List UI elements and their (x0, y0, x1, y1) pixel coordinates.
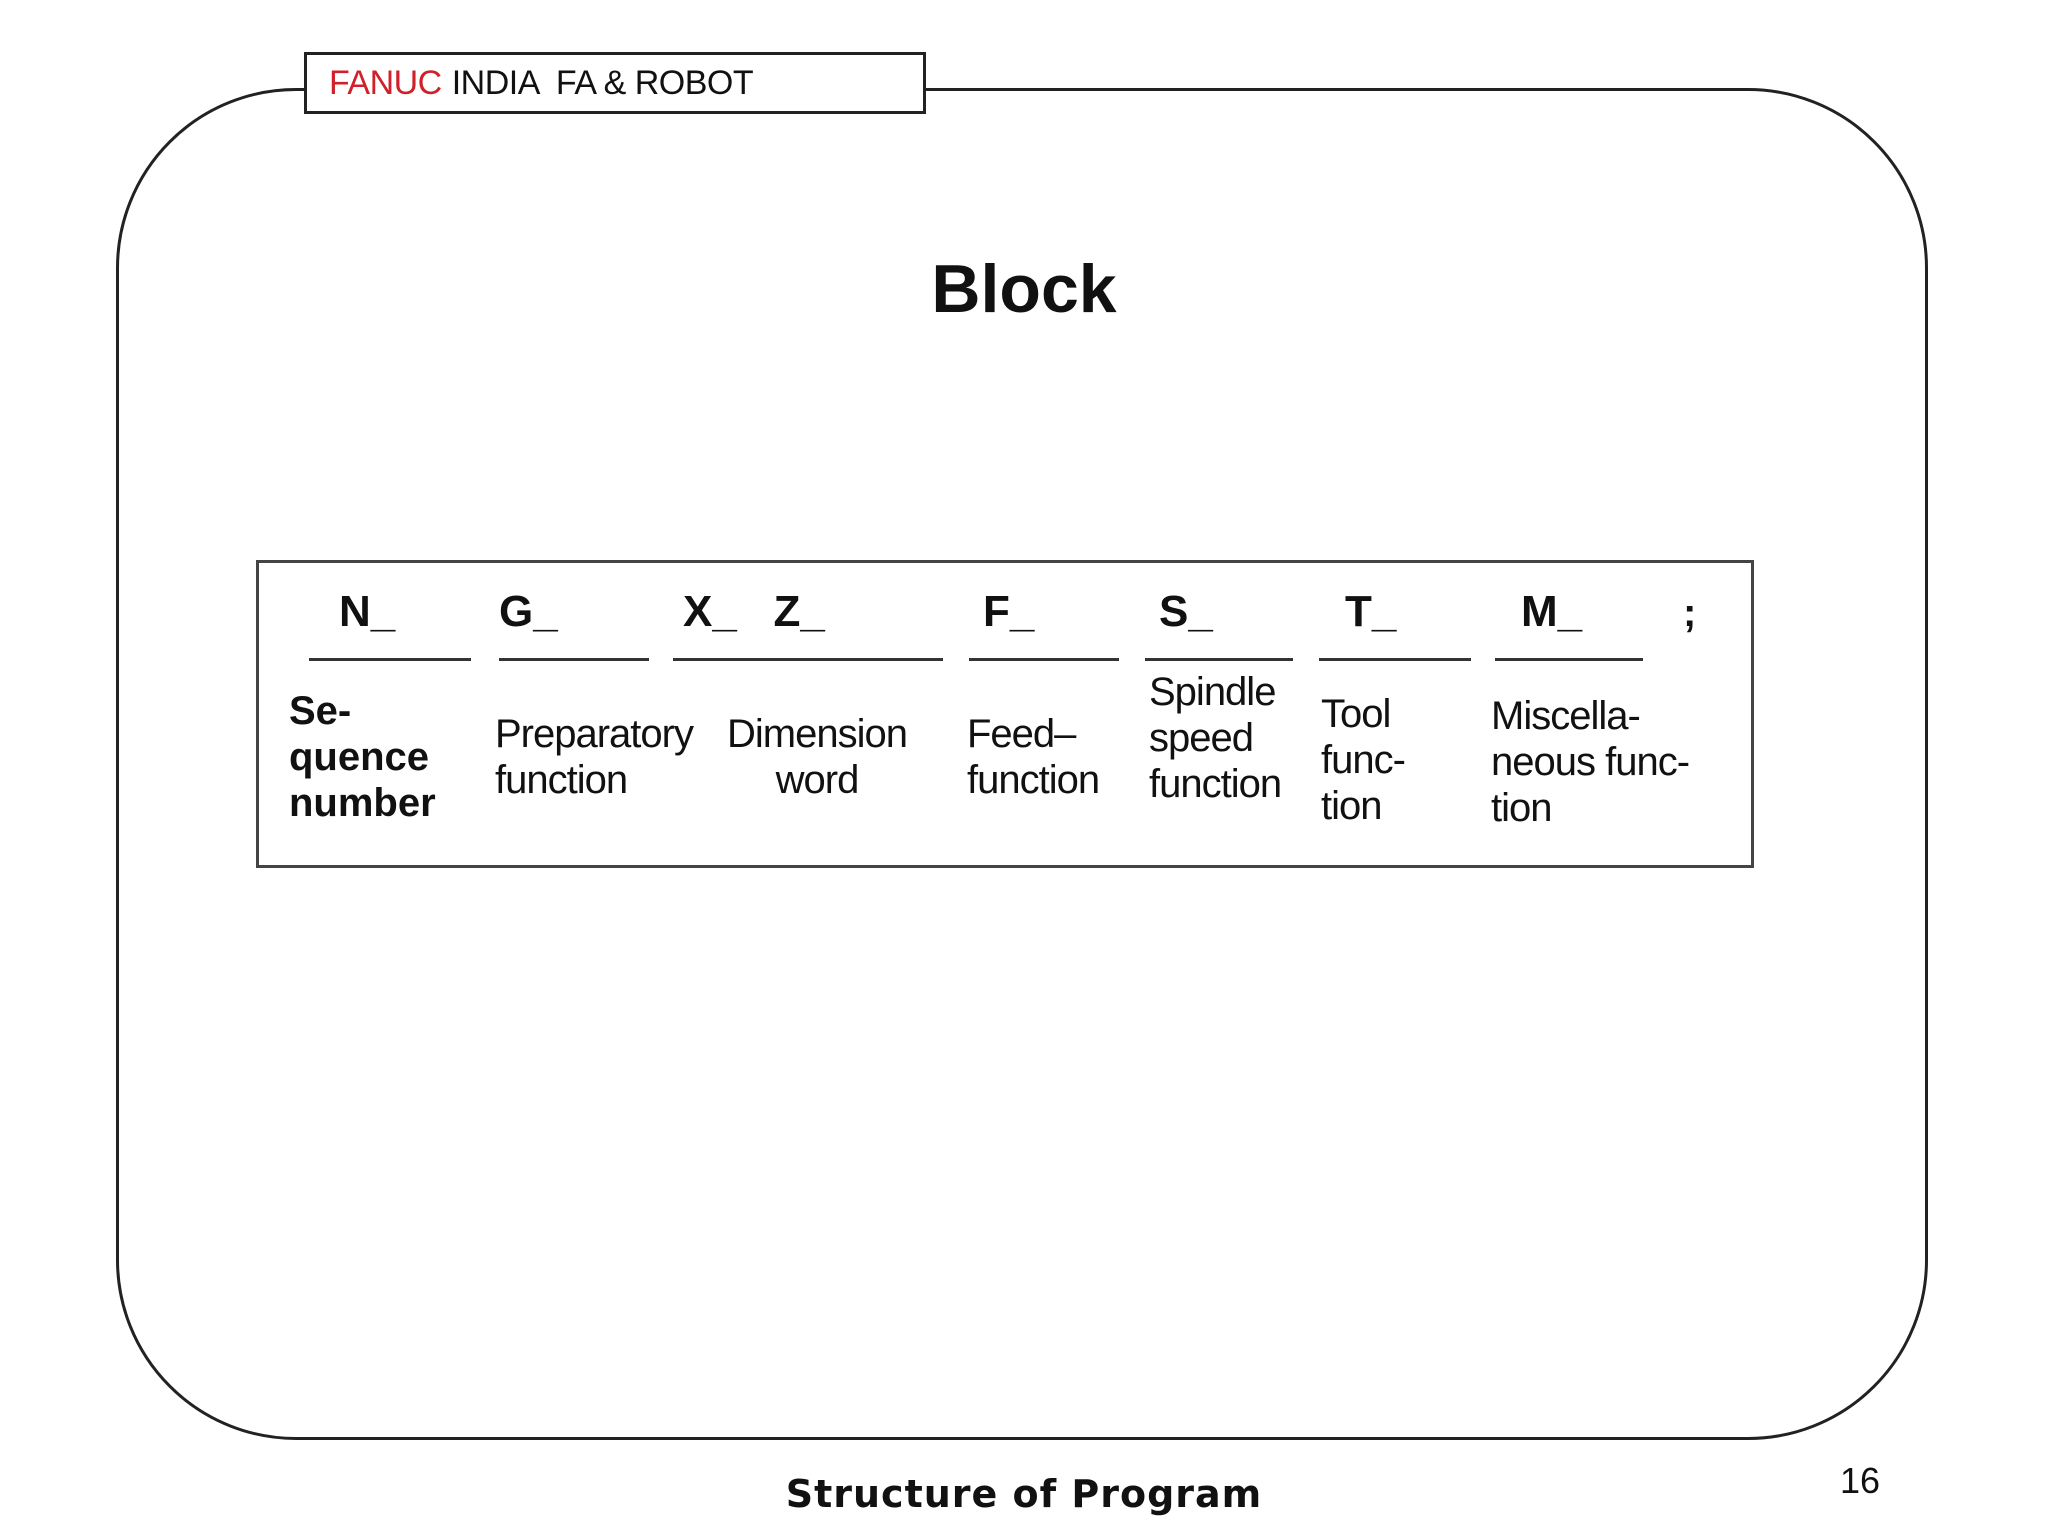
header-brand: FANUC (329, 63, 442, 102)
field-underline-s (1145, 658, 1293, 661)
block-format-box (256, 560, 1754, 868)
field-desc-s: Spindle speed function (1149, 670, 1282, 806)
slide-title: Block (931, 251, 1117, 327)
field-underline-m (1495, 658, 1643, 661)
field-code-n: N_ (339, 587, 396, 636)
field-underline-n (309, 658, 471, 661)
field-desc-g: Preparatory function (495, 712, 693, 802)
field-desc-t: Tool func- tion (1321, 692, 1405, 828)
field-code-s: S_ (1159, 587, 1213, 636)
field-desc-m: Miscella- neous func- tion (1491, 694, 1690, 830)
field-desc-n: Se- quence number (289, 689, 436, 825)
field-code-f: F_ (983, 587, 1035, 636)
header-banner (304, 52, 926, 114)
page-number: 16 (1840, 1460, 1881, 1501)
field-code-m: M_ (1521, 587, 1583, 636)
field-underline-xz (673, 658, 943, 661)
header-text: INDIA FA & ROBOT (451, 63, 754, 102)
slide-footer: Structure of Program (785, 1472, 1263, 1516)
field-desc-f: Feed– function (967, 712, 1100, 802)
block-terminator: ; (1683, 591, 1697, 635)
field-desc-xz: Dimension word (727, 712, 907, 802)
field-code-xz: X_ Z_ (683, 587, 825, 636)
field-underline-f (969, 658, 1119, 661)
field-underline-g (499, 658, 649, 661)
field-code-t: T_ (1345, 587, 1397, 636)
field-code-g: G_ (499, 587, 558, 636)
field-underline-t (1319, 658, 1471, 661)
